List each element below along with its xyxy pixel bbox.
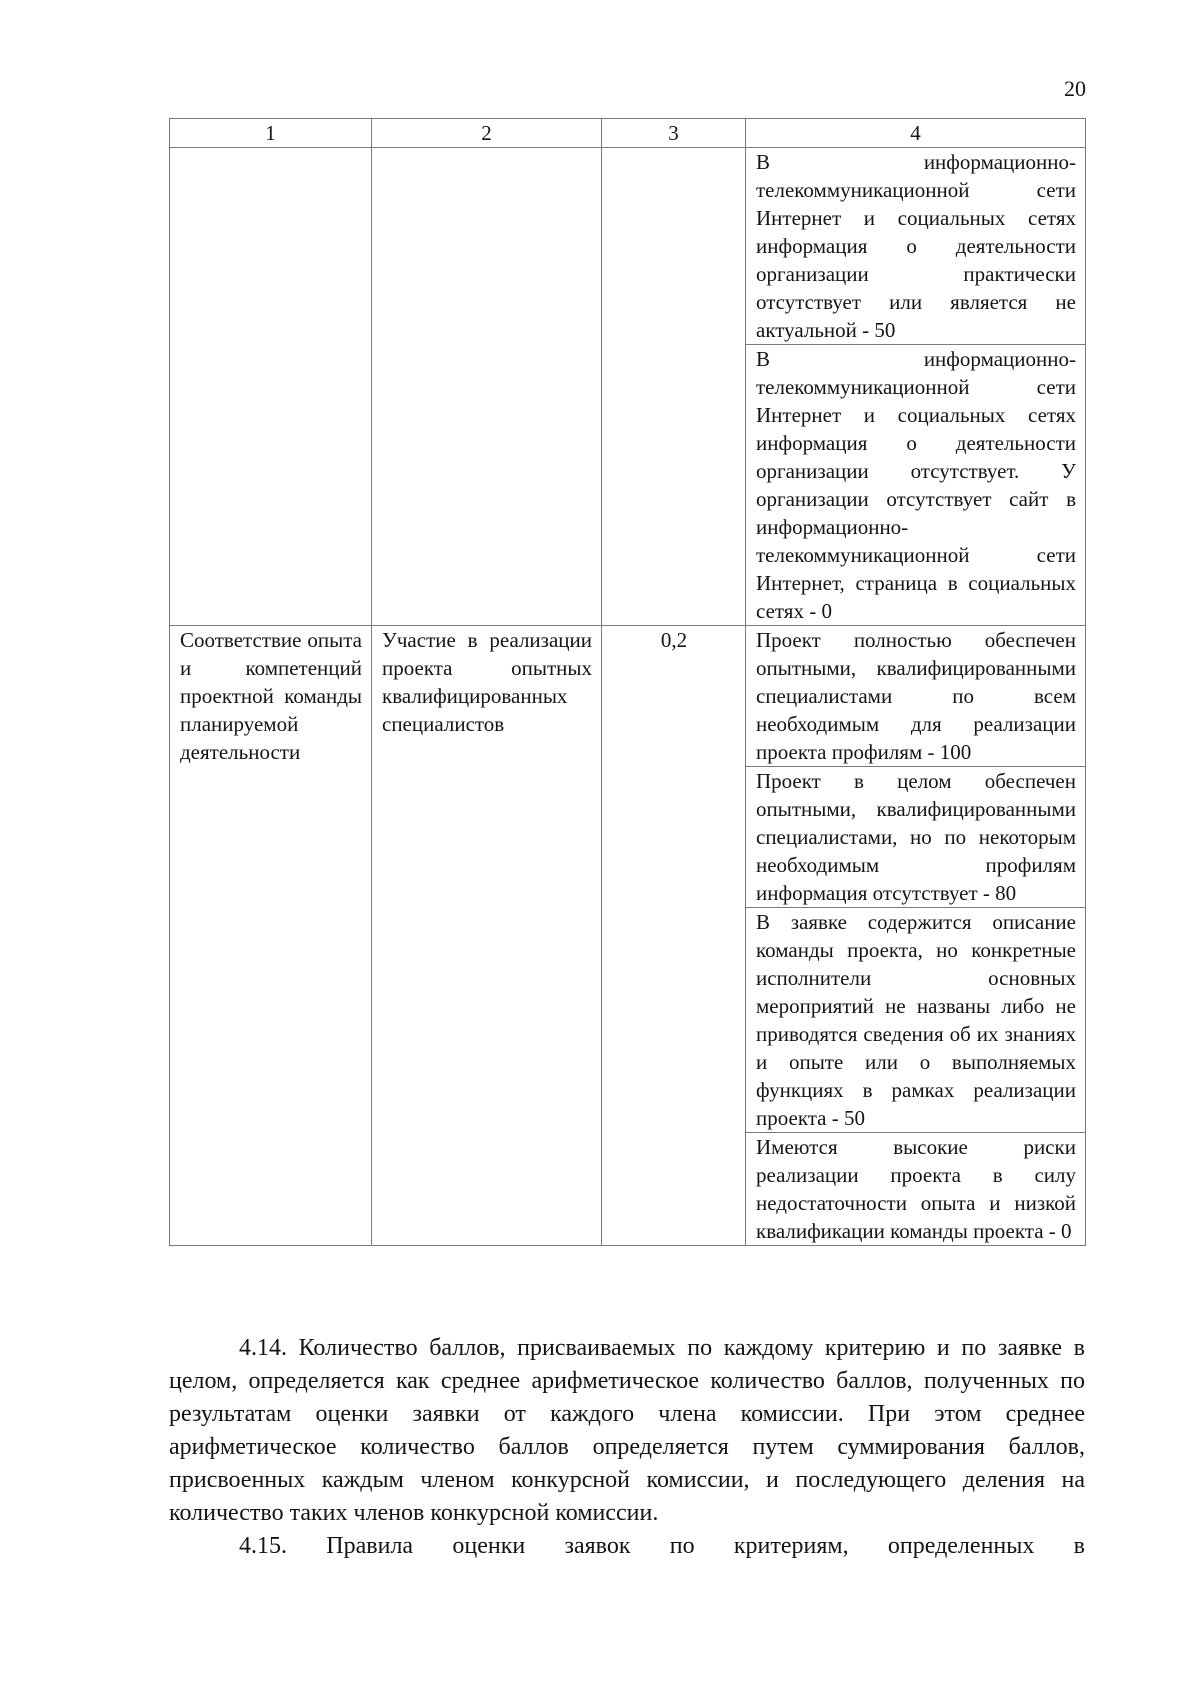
empty-indicator-cell xyxy=(372,148,602,626)
score-option: Проект полностью обеспечен опытными, квалифицированными специалистами по всем необходимым для реализации проекта профилям - 100 xyxy=(746,626,1086,767)
column-header-1: 1 xyxy=(170,119,372,148)
column-header-3: 3 xyxy=(602,119,746,148)
table-header-row xyxy=(170,119,1086,148)
criterion-cell: Соответствие опыта и компетенций проектной команды планируемой деятельности xyxy=(170,626,372,1246)
empty-weight-cell xyxy=(602,148,746,626)
criteria-table xyxy=(169,118,1086,1246)
table-row xyxy=(170,148,1086,345)
score-option: В информационно-телекоммуникационной сети Интернет и социальных сетях информация о деятельности организации практически отсутствует или является не актуальной - 50 xyxy=(746,148,1086,345)
indicator-cell: Участие в реализации проекта опытных квалифицированных специалистов xyxy=(372,626,602,1246)
weight-cell: 0,2 xyxy=(602,626,746,1246)
paragraph-4-14: 4.14. Количество баллов, присваиваемых по каждому критерию и по заявке в целом, определяется как среднее арифметическое количество баллов, полученных по результатам оценки заявки от каждого члена комиссии. При этом среднее арифметическое количество баллов определяется путем суммирования баллов, присвоенных каждым членом конкурсной комиссии, и последующего деления на количество таких членов конкурсной комиссии. xyxy=(169,1335,1085,1526)
paragraph-4-15: 4.15. Правила оценки заявок по критериям, определенных в xyxy=(239,1533,1085,1559)
column-header-2: 2 xyxy=(372,119,602,148)
score-option: Проект в целом обеспечен опытными, квалифицированными специалистами, но по некоторым необходимым профилям информация отсутствует - 80 xyxy=(746,767,1086,908)
table-row xyxy=(170,626,1086,767)
column-header-4: 4 xyxy=(746,119,1086,148)
score-option: Имеются высокие риски реализации проекта в силу недостаточности опыта и низкой квалификации команды проекта - 0 xyxy=(746,1133,1086,1246)
body-text xyxy=(169,1332,1085,1563)
empty-criterion-cell xyxy=(170,148,372,626)
page-number: 20 xyxy=(1064,76,1086,101)
score-option: В заявке содержится описание команды проекта, но конкретные исполнители основных мероприятий не названы либо не приводятся сведения об их знаниях и опыте или о выполняемых функциях в рамках реализации проекта - 50 xyxy=(746,908,1086,1133)
score-option: В информационно-телекоммуникационной сети Интернет и социальных сетях информация о деятельности организации отсутствует. У организации отсутствует сайт в информационно-телекоммуникационной сети Интернет, страница в социальных сетях - 0 xyxy=(746,345,1086,626)
